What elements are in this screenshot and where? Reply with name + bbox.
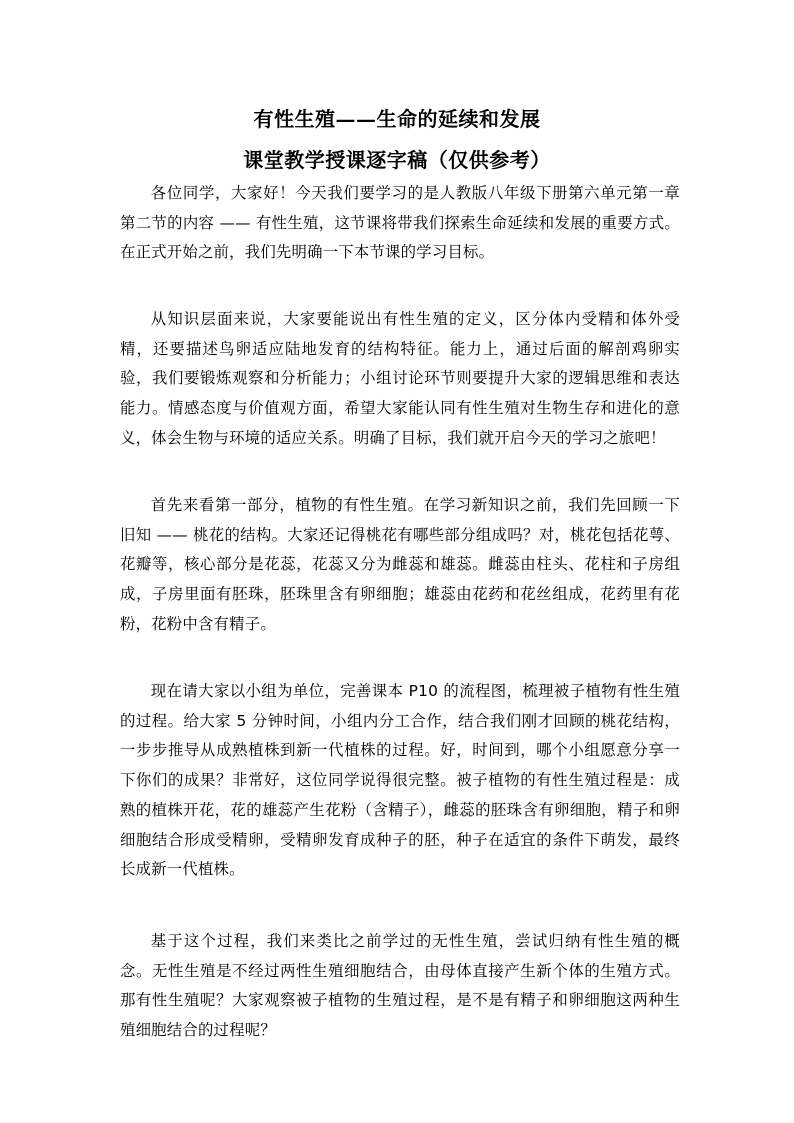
- document-subtitle: 课堂教学授课逐字稿（仅供参考）: [243, 148, 551, 172]
- paragraph-objectives: 从知识层面来说，大家要能说出有性生殖的定义，区分体内受精和体外受精，还要描述鸟卵适应陆地发育的结构特征。能力上，通过后面的解剖鸡卵实验，我们要锻炼观察和分析能力；小组讨论环节则要提升大家的逻辑思维和表达能力。情感态度与价值观方面，希望大家能认同有性生殖对生物生存和进化的意义，体会生物与环境的适应关系。明确了目标，我们就开启今天的学习之旅吧！: [120, 310, 680, 447]
- paragraph-concept: 基于这个过程，我们来类比之前学过的无性生殖，尝试归纳有性生殖的概念。无性生殖是不经过两性生殖细胞结合，由母体直接产生新个体的生殖方式。那有性生殖呢？大家观察被子植物的生殖过程，是不是有精子和卵细胞这两种生殖细胞结合的过程呢？: [120, 932, 680, 1040]
- document-title: 有性生殖——生命的延续和发展: [253, 107, 541, 131]
- paragraph-intro: 各位同学，大家好！今天我们要学习的是人教版八年级下册第六单元第一章第二节的内容 —— 有性生殖，这节课将带我们探索生命延续和发展的重要方式。在正式开始之前，我们先明确一下本节课的学习目标。: [120, 184, 680, 262]
- paragraph-peach-flower-structure: 首先来看第一部分，植物的有性生殖。在学习新知识之前，我们先回顾一下旧知 —— 桃花的结构。大家还记得桃花有哪些部分组成吗？对，桃花包括花萼、花瓣等，核心部分是花蕊，花蕊又分为雌蕊和雄蕊。雌蕊由柱头、花柱和子房组成，子房里面有胚珠，胚珠里含有卵细胞；雄蕊由花药和花丝组成，花药里有花粉，花粉中含有精子。: [120, 496, 680, 633]
- paragraph-reproduction-process: 现在请大家以小组为单位，完善课本 P10 的流程图，梳理被子植物有性生殖的过程。给大家 5 分钟时间，小组内分工合作，结合我们刚才回顾的桃花结构，一步步推导从成熟植株到新一代植株的过程。好，时间到，哪个小组愿意分享一下你们的成果？非常好，这位同学说得很完整。被子植物的有性生殖过程是：成熟的植株开花，花的雄蕊产生花粉（含精子），雌蕊的胚珠含有卵细胞，精子和卵细胞结合形成受精卵，受精卵发育成种子的胚，种子在适宜的条件下萌发，最终长成新一代植株。: [120, 682, 680, 879]
